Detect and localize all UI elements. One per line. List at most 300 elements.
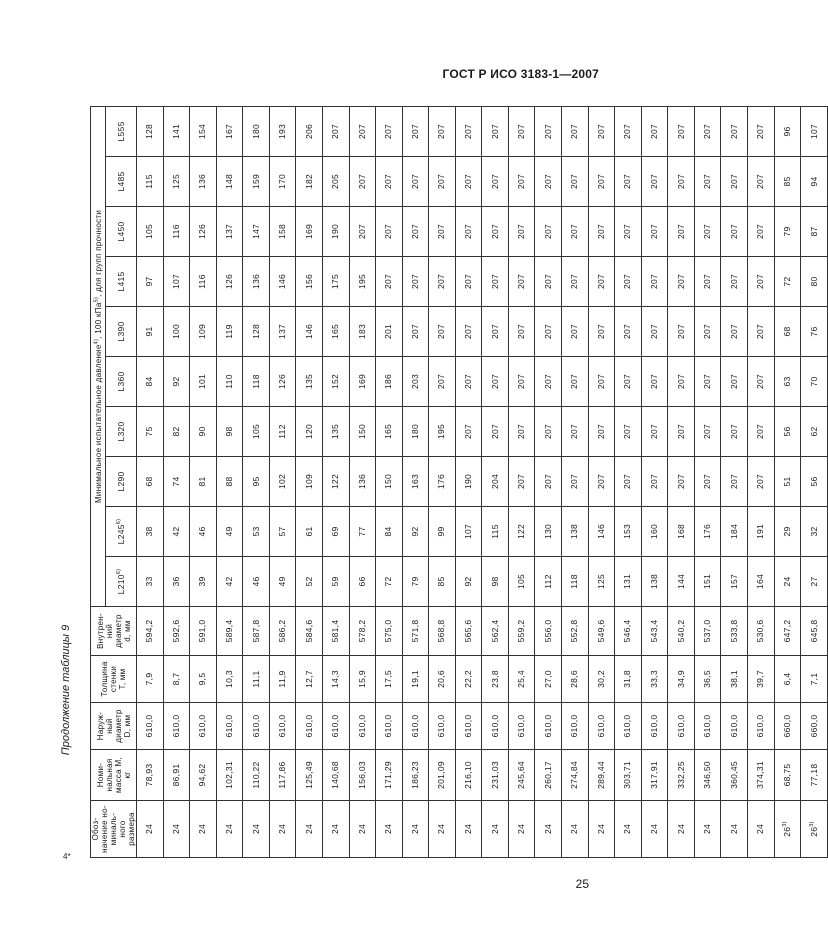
cell-mass: 68,75: [774, 750, 801, 801]
cell-pressure: 207: [641, 157, 668, 207]
cell-pressure: 163: [402, 457, 429, 507]
cell-outer-diameter: 610,0: [562, 703, 589, 750]
cell-outer-diameter: 610,0: [269, 703, 296, 750]
table-row: [747, 106, 774, 857]
cell-pressure: 207: [482, 257, 509, 307]
cell-size: 24: [269, 801, 296, 858]
cell-pressure: 207: [615, 207, 642, 257]
cell-wall: 23,8: [482, 656, 509, 703]
cell-pressure: 169: [296, 207, 323, 257]
cell-pressure: 112: [535, 557, 562, 607]
cell-pressure: 96: [774, 106, 801, 156]
cell-pressure: 183: [349, 307, 376, 357]
cell-pressure: 207: [721, 157, 748, 207]
table-row: [137, 106, 164, 857]
cell-pressure: 76: [801, 307, 828, 357]
cell-pressure: 88: [216, 457, 243, 507]
table-row: [508, 106, 535, 857]
cell-mass: 332,25: [668, 750, 695, 801]
cell-mass: 140,68: [322, 750, 349, 801]
table-row: [163, 106, 190, 857]
cell-pressure: 120: [296, 407, 323, 457]
cell-pressure: 49: [269, 557, 296, 607]
cell-pressure: 100: [163, 307, 190, 357]
cell-pressure: 203: [402, 357, 429, 407]
cell-size: 24: [190, 801, 217, 858]
cell-pressure: 207: [376, 157, 403, 207]
cell-mass: 171,29: [376, 750, 403, 801]
grade-header: L360: [106, 357, 137, 407]
grade-header: L320: [106, 407, 137, 457]
cell-pressure: 98: [482, 557, 509, 607]
cell-pressure: 207: [641, 407, 668, 457]
cell-pressure: 95: [243, 457, 270, 507]
table-continuation-label: Продолжение таблицы 9: [60, 624, 72, 756]
cell-pressure: 207: [482, 357, 509, 407]
cell-pressure: 56: [801, 457, 828, 507]
table-row: [535, 106, 562, 857]
cell-pressure: 180: [243, 106, 270, 156]
cell-pressure: 170: [269, 157, 296, 207]
cell-pressure: 207: [508, 407, 535, 457]
cell-pressure: 207: [694, 257, 721, 307]
cell-inner-diameter: 556,0: [535, 607, 562, 656]
cell-pressure: 68: [137, 457, 164, 507]
cell-outer-diameter: 610,0: [322, 703, 349, 750]
cell-pressure: 125: [163, 157, 190, 207]
cell-pressure: 207: [721, 407, 748, 457]
cell-mass: 317,91: [641, 750, 668, 801]
cell-pressure: 109: [190, 307, 217, 357]
page-number: 25: [575, 877, 589, 891]
cell-pressure: 116: [163, 207, 190, 257]
header-line: диаметр: [113, 709, 123, 743]
cell-pressure: 138: [562, 507, 589, 557]
cell-pressure: 207: [508, 457, 535, 507]
cell-outer-diameter: 660,0: [801, 703, 828, 750]
cell-wall: 39,7: [747, 656, 774, 703]
cell-pressure: 207: [641, 106, 668, 156]
header-line: D, мм: [122, 714, 132, 738]
cell-pressure: 36: [163, 557, 190, 607]
cell-pressure: 90: [190, 407, 217, 457]
cell-pressure: 207: [721, 257, 748, 307]
cell-pressure: 79: [774, 207, 801, 257]
cell-outer-diameter: 660,0: [774, 703, 801, 750]
cell-pressure: 207: [588, 307, 615, 357]
cell-pressure: 176: [429, 457, 456, 507]
cell-inner-diameter: 647,2: [774, 607, 801, 656]
cell-pressure: 27: [801, 557, 828, 607]
cell-wall: 36,5: [694, 656, 721, 703]
cell-pressure: 207: [376, 207, 403, 257]
cell-wall: 20,6: [429, 656, 456, 703]
cell-pressure: 63: [774, 357, 801, 407]
cell-inner-diameter: 581,4: [322, 607, 349, 656]
cell-outer-diameter: 610,0: [429, 703, 456, 750]
header-line: ного: [118, 820, 127, 838]
cell-pressure: 204: [482, 457, 509, 507]
cell-pressure: 38: [137, 507, 164, 557]
cell-pressure: 49: [216, 507, 243, 557]
cell-pressure: 207: [402, 257, 429, 307]
cell-size: 24: [562, 801, 589, 858]
cell-pressure: 207: [455, 207, 482, 257]
table-row: [615, 106, 642, 857]
cell-wall: 19,1: [402, 656, 429, 703]
cell-pressure: 207: [615, 157, 642, 207]
header-line: ный: [104, 718, 114, 734]
cell-pressure: 126: [269, 357, 296, 407]
cell-wall: 25,4: [508, 656, 535, 703]
cell-pressure: 207: [562, 106, 589, 156]
cell-pressure: 165: [376, 407, 403, 457]
cell-pressure: 207: [535, 157, 562, 207]
cell-pressure: 46: [243, 557, 270, 607]
cell-pressure: 107: [163, 257, 190, 307]
cell-mass: 346,50: [694, 750, 721, 801]
cell-pressure: 144: [668, 557, 695, 607]
cell-pressure: 207: [615, 407, 642, 457]
table-row: [801, 106, 828, 857]
cell-pressure: 207: [668, 106, 695, 156]
cell-inner-diameter: 571,8: [402, 607, 429, 656]
cell-pressure: 207: [535, 207, 562, 257]
cell-pressure: 122: [508, 507, 535, 557]
cell-pressure: 24: [774, 557, 801, 607]
cell-inner-diameter: 546,4: [615, 607, 642, 656]
cell-outer-diameter: 610,0: [535, 703, 562, 750]
cell-pressure: 207: [429, 157, 456, 207]
col-header-outer-diameter: [91, 703, 137, 750]
cell-pressure: 207: [455, 257, 482, 307]
cell-pressure: 168: [668, 507, 695, 557]
cell-pressure: 207: [562, 407, 589, 457]
cell-wall: 33,3: [641, 656, 668, 703]
cell-pressure: 207: [668, 307, 695, 357]
header-line: ний: [104, 623, 114, 639]
header-line: начение но-: [100, 805, 109, 853]
cell-pressure: 138: [641, 557, 668, 607]
cell-outer-diameter: 610,0: [376, 703, 403, 750]
cell-pressure: 33: [137, 557, 164, 607]
cell-pressure: 207: [562, 357, 589, 407]
table-row: [429, 106, 456, 857]
cell-pressure: 195: [349, 257, 376, 307]
table-row: [721, 106, 748, 857]
cell-mass: 360,45: [721, 750, 748, 801]
header-line: Наруж-: [95, 711, 105, 741]
cell-pressure: 191: [747, 507, 774, 557]
cell-size: 24: [668, 801, 695, 858]
cell-size: 26$^{3)}$: [774, 801, 801, 858]
cell-pressure: 207: [429, 357, 456, 407]
cell-mass: 289,44: [588, 750, 615, 801]
cell-pressure: 75: [137, 407, 164, 457]
cell-pressure: 74: [163, 457, 190, 507]
cell-pressure: 207: [694, 357, 721, 407]
cell-pressure: 207: [641, 207, 668, 257]
cell-pressure: 158: [269, 207, 296, 257]
cell-size: 24: [322, 801, 349, 858]
cell-inner-diameter: 537,0: [694, 607, 721, 656]
cell-mass: 125,49: [296, 750, 323, 801]
cell-pressure: 207: [747, 457, 774, 507]
cell-inner-diameter: 594,2: [137, 607, 164, 656]
cell-pressure: 94: [801, 157, 828, 207]
cell-inner-diameter: 549,6: [588, 607, 615, 656]
cell-inner-diameter: 568,8: [429, 607, 456, 656]
cell-pressure: 207: [535, 257, 562, 307]
cell-size: 24: [243, 801, 270, 858]
cell-size: 24: [137, 801, 164, 858]
cell-pressure: 39: [190, 557, 217, 607]
cell-pressure: 115: [482, 507, 509, 557]
cell-wall: 11,9: [269, 656, 296, 703]
cell-wall: 31,8: [615, 656, 642, 703]
cell-pressure: 207: [668, 257, 695, 307]
cell-pressure: 154: [190, 106, 217, 156]
cell-pressure: 207: [588, 357, 615, 407]
cell-pressure: 126: [216, 257, 243, 307]
cell-pressure: 201: [376, 307, 403, 357]
table-row: [296, 106, 323, 857]
table-row: [402, 106, 429, 857]
cell-pressure: 207: [508, 257, 535, 307]
cell-pressure: 99: [429, 507, 456, 557]
cell-pressure: 207: [429, 257, 456, 307]
cell-mass: 102,31: [216, 750, 243, 801]
col-header-pressure-group: Минимальное испытательное давление$^{4)}$, 100 кПа$^{5)}$, для групп прочности: [91, 106, 106, 606]
cell-pressure: 207: [455, 157, 482, 207]
cell-pressure: 190: [455, 457, 482, 507]
table-row: [774, 106, 801, 857]
col-header-mass: [91, 750, 137, 801]
cell-pressure: 135: [322, 407, 349, 457]
cell-wall: 9,5: [190, 656, 217, 703]
cell-inner-diameter: 586,2: [269, 607, 296, 656]
cell-pressure: 207: [535, 357, 562, 407]
cell-pressure: 207: [747, 106, 774, 156]
cell-mass: 245,64: [508, 750, 535, 801]
cell-pressure: 42: [163, 507, 190, 557]
cell-pressure: 56: [774, 407, 801, 457]
cell-pressure: 72: [376, 557, 403, 607]
cell-pressure: 207: [668, 207, 695, 257]
cell-pressure: 207: [455, 307, 482, 357]
cell-pressure: 105: [508, 557, 535, 607]
cell-pressure: 119: [216, 307, 243, 357]
cell-wall: 8,7: [163, 656, 190, 703]
cell-pressure: 207: [482, 407, 509, 457]
header-line: нальная: [104, 758, 114, 792]
cell-pressure: 84: [137, 357, 164, 407]
cell-outer-diameter: 610,0: [137, 703, 164, 750]
cell-inner-diameter: 584,6: [296, 607, 323, 656]
cell-pressure: 207: [721, 307, 748, 357]
cell-pressure: 136: [190, 157, 217, 207]
cell-mass: 110,22: [243, 750, 270, 801]
cell-pressure: 159: [243, 157, 270, 207]
cell-size: 24: [216, 801, 243, 858]
cell-pressure: 98: [216, 407, 243, 457]
cell-pressure: 207: [747, 307, 774, 357]
cell-pressure: 122: [322, 457, 349, 507]
cell-pressure: 207: [429, 307, 456, 357]
cell-pressure: 207: [562, 207, 589, 257]
cell-mass: 117,86: [269, 750, 296, 801]
cell-pressure: 193: [269, 106, 296, 156]
cell-pressure: 97: [137, 257, 164, 307]
cell-pressure: 207: [615, 257, 642, 307]
rotated-table-container: [90, 107, 828, 858]
table-row: [641, 106, 668, 857]
cell-pressure: 156: [296, 257, 323, 307]
cell-size: 24: [455, 801, 482, 858]
grade-header: L555: [106, 106, 137, 156]
cell-pressure: 105: [243, 407, 270, 457]
cell-pressure: 206: [296, 106, 323, 156]
cell-pressure: 207: [455, 106, 482, 156]
cell-wall: 17,5: [376, 656, 403, 703]
cell-pressure: 207: [376, 257, 403, 307]
cell-mass: 274,84: [562, 750, 589, 801]
cell-pressure: 207: [588, 157, 615, 207]
cell-pressure: 79: [402, 557, 429, 607]
cell-pressure: 207: [535, 407, 562, 457]
cell-inner-diameter: 533,8: [721, 607, 748, 656]
cell-pressure: 207: [694, 207, 721, 257]
cell-pressure: 207: [508, 106, 535, 156]
cell-inner-diameter: 559,2: [508, 607, 535, 656]
cell-inner-diameter: 589,4: [216, 607, 243, 656]
cell-inner-diameter: 562,4: [482, 607, 509, 656]
cell-pressure: 85: [429, 557, 456, 607]
cell-size: 24: [349, 801, 376, 858]
cell-wall: 7,9: [137, 656, 164, 703]
cell-pressure: 160: [641, 507, 668, 557]
cell-wall: 15,9: [349, 656, 376, 703]
cell-pressure: 46: [190, 507, 217, 557]
cell-pressure: 85: [774, 157, 801, 207]
cell-pressure: 207: [349, 207, 376, 257]
cell-outer-diameter: 610,0: [721, 703, 748, 750]
cell-wall: 14,3: [322, 656, 349, 703]
cell-size: 24: [588, 801, 615, 858]
cell-pressure: 207: [588, 207, 615, 257]
cell-pressure: 29: [774, 507, 801, 557]
cell-pressure: 207: [455, 407, 482, 457]
cell-pressure: 102: [269, 457, 296, 507]
grade-header: L290: [106, 457, 137, 507]
cell-mass: 78,93: [137, 750, 164, 801]
table-row: [190, 106, 217, 857]
cell-size: 24: [482, 801, 509, 858]
cell-pressure: 207: [747, 257, 774, 307]
cell-pressure: 207: [694, 106, 721, 156]
footnote-mark: 4*: [63, 852, 71, 861]
cell-pressure: 153: [615, 507, 642, 557]
cell-pressure: 182: [296, 157, 323, 207]
cell-pressure: 207: [588, 257, 615, 307]
table-row: [562, 106, 589, 857]
cell-wall: 12,7: [296, 656, 323, 703]
cell-outer-diameter: 610,0: [588, 703, 615, 750]
cell-pressure: 207: [508, 357, 535, 407]
cell-pressure: 136: [243, 257, 270, 307]
cell-mass: 303,71: [615, 750, 642, 801]
cell-inner-diameter: 575,0: [376, 607, 403, 656]
cell-pressure: 207: [615, 307, 642, 357]
cell-pressure: 51: [774, 457, 801, 507]
cell-pressure: 207: [747, 207, 774, 257]
cell-pressure: 128: [137, 106, 164, 156]
cell-pressure: 146: [296, 307, 323, 357]
cell-outer-diameter: 610,0: [190, 703, 217, 750]
grade-header: L245$^{6)}$: [106, 507, 137, 557]
cell-pressure: 80: [801, 257, 828, 307]
cell-pressure: 167: [216, 106, 243, 156]
cell-pressure: 207: [349, 106, 376, 156]
cell-pressure: 207: [615, 357, 642, 407]
cell-pressure: 66: [349, 557, 376, 607]
cell-inner-diameter: 645,8: [801, 607, 828, 656]
cell-pressure: 130: [535, 507, 562, 557]
cell-pressure: 207: [747, 157, 774, 207]
cell-pressure: 125: [588, 557, 615, 607]
col-header-designation: [91, 801, 137, 858]
cell-pressure: 105: [137, 207, 164, 257]
cell-mass: 216,10: [455, 750, 482, 801]
cell-size: 24: [694, 801, 721, 858]
cell-pressure: 152: [322, 357, 349, 407]
cell-pressure: 207: [668, 407, 695, 457]
cell-pressure: 42: [216, 557, 243, 607]
cell-pressure: 207: [747, 357, 774, 407]
cell-pressure: 207: [322, 106, 349, 156]
cell-pressure: 207: [429, 106, 456, 156]
cell-pressure: 207: [429, 207, 456, 257]
cell-mass: 231,03: [482, 750, 509, 801]
cell-pressure: 190: [322, 207, 349, 257]
table-row: [349, 106, 376, 857]
cell-outer-diameter: 610,0: [641, 703, 668, 750]
cell-pressure: 70: [801, 357, 828, 407]
standard-header: ГОСТ Р ИСО 3183-1—2007: [442, 67, 599, 81]
cell-size: 24: [402, 801, 429, 858]
cell-pressure: 207: [588, 407, 615, 457]
table-row: [216, 106, 243, 857]
cell-pressure: 207: [747, 407, 774, 457]
cell-pressure: 195: [429, 407, 456, 457]
cell-inner-diameter: 543,4: [641, 607, 668, 656]
cell-pressure: 175: [322, 257, 349, 307]
cell-pressure: 53: [243, 507, 270, 557]
cell-pressure: 110: [216, 357, 243, 407]
cell-size: 24: [641, 801, 668, 858]
cell-wall: 22,2: [455, 656, 482, 703]
cell-outer-diameter: 610,0: [349, 703, 376, 750]
cell-pressure: 118: [562, 557, 589, 607]
cell-pressure: 92: [402, 507, 429, 557]
cell-pressure: 137: [216, 207, 243, 257]
cell-pressure: 207: [721, 207, 748, 257]
cell-pressure: 207: [641, 457, 668, 507]
cell-inner-diameter: 592,6: [163, 607, 190, 656]
cell-pressure: 136: [349, 457, 376, 507]
table-row: [243, 106, 270, 857]
cell-pressure: 207: [615, 457, 642, 507]
